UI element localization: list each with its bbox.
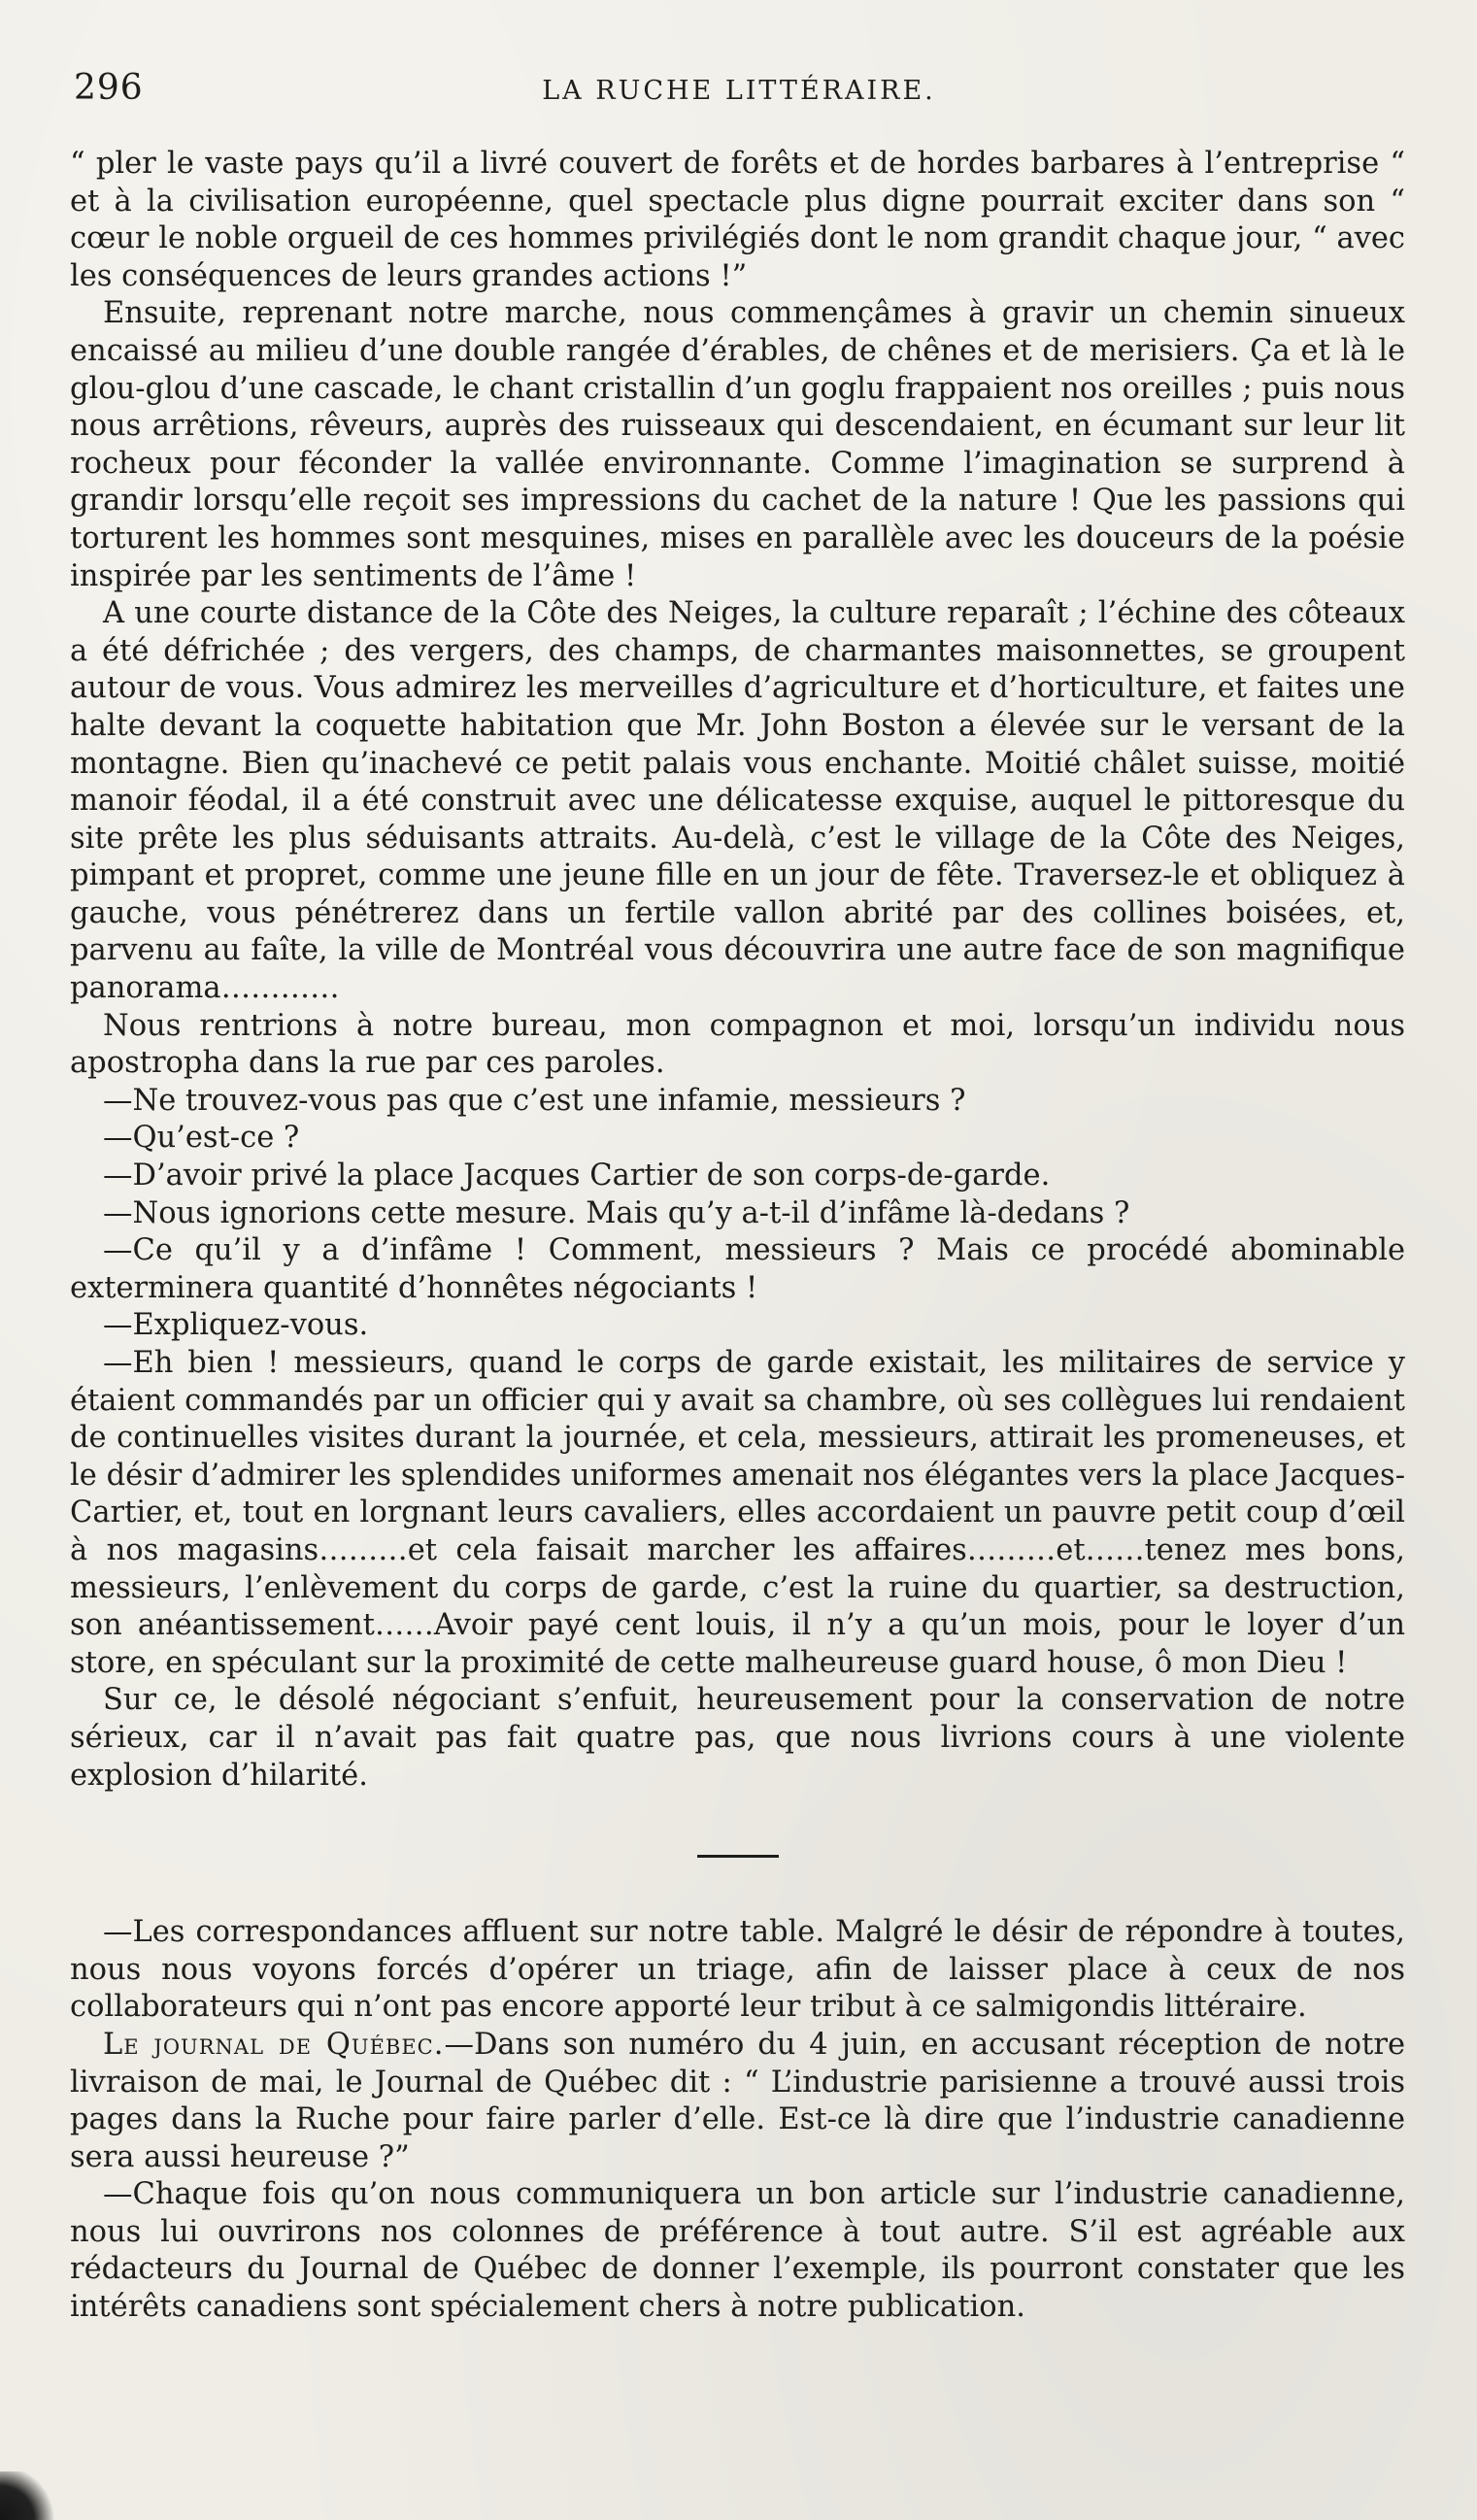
paragraph-cote-des-neiges: A une courte distance de la Côte des Neiges, la culture reparaît ; l’échine des côteaux a été défrichée ; des vergers, des champs, de charmantes maisonnettes, se groupent autour de vous. Vous admirez les merveilles d’agriculture et d’horticulture, et faites une halte devant la coquette habitation que Mr. John Boston a élevée sur le versant de la montagne. Bien qu’inachevé ce petit palais vous enchante. Moitié châlet suisse, moitié manoir féodal, il a été construit avec une délicatesse exquise, auquel le pittoresque du site prête les plus séduisants attraits. Au-delà, c’est le village de la Côte des Neiges, pimpant et propret, comme une jeune fille en un jour de fête. Traversez-le et obliquez à gauche, vous pénétrerez dans un fertile vallon abrité par des collines boisées, et, parvenu au faîte, la ville de Montréal vous découvrira une autre face de son magnifique panorama………… <box>70 596 1405 1006</box>
dialogue-line-2: —Qu’est-ce ? <box>103 1121 300 1156</box>
paragraph-industry: —Chaque fois qu’on nous communiquera un bon article sur l’industrie canadienne, nous lui ouvrirons nos colonnes de préférence à tout autre. S’il est agréable aux rédacteurs du Journal de Québec de donner l’exemple, ils pourront constater que les intérêts canadiens sont spécialement chers à notre publication. <box>70 2177 1405 2325</box>
paragraph-return-office: Nous rentrions à notre bureau, mon compagnon et moi, lorsqu’un individu nous apostropha dans la rue par ces paroles. <box>70 1008 1405 1081</box>
page-number: 296 <box>74 68 144 108</box>
dialogue-line-5: —Ce qu’il y a d’infâme ! Comment, messieurs ? Mais ce procédé abominable exterminera quantité d’honnêtes négociants ! <box>70 1233 1405 1305</box>
paragraph-hilarity: Sur ce, le désolé négociant s’enfuit, heureusement pour la conservation de notre sérieux, car il n’avait pas fait quatre pas, que nous livrions cours à une violente explosion d’hilarité. <box>70 1683 1405 1793</box>
paragraph-ascent: Ensuite, reprenant notre marche, nous commençâmes à gravir un chemin sinueux encaissé au milieu d’une double rangée d’érables, de chênes et de merisiers. Ça et là le glou-glou d’une cascade, le chant cristallin d’un goglu frappaient nos oreilles ; puis nous nous arrêtions, rêveurs, auprès des ruisseaux qui descendaient, en écumant sur leur lit rocheux pour féconder la vallée environnante. Comme l’imagination se surprend à grandir lorsqu’elle reçoit ses impressions du cachet de la nature ! Que les passions qui torturent les hommes sont mesquines, mises en parallèle avec les douceurs de la poésie inspirée par les sentiments de l’âme ! <box>70 296 1405 593</box>
journal-heading: Le journal de Québec. <box>103 2027 445 2062</box>
dialogue-line-4: —Nous ignorions cette mesure. Mais qu’y a-t-il d’infâme là-dedans ? <box>103 1195 1130 1230</box>
journal-paragraph-text: —Dans son numéro du 4 juin, en accusant réception de notre livraison de mai, le Journal de Québec dit : “ L’industrie parisienne a trouvé aussi trois pages dans la Ruche pour faire parler d’elle. Est-ce là dire que l’industrie canadienne sera aussi heureuse ?” <box>70 2027 1405 2174</box>
page-header <box>74 68 1404 117</box>
dialogue-line-1: —Ne trouvez-vous pas que c’est une infamie, messieurs ? <box>103 1083 966 1118</box>
dialogue-line-6: —Expliquez-vous. <box>103 1308 369 1343</box>
section-divider <box>697 1855 779 1858</box>
paragraph-journal-quebec <box>70 2027 1405 2176</box>
body-text <box>70 146 1405 2327</box>
paragraph-correspondences: —Les correspondances affluent sur notre table. Malgré le désir de répondre à toutes, nous nous voyons forcés d’opérer un triage, afin de laisser place à ceux de nos collaborateurs qui n’ont pas encore apporté leur tribut à ce salmigondis littéraire. <box>70 1915 1405 2025</box>
dialogue-line-7: —Eh bien ! messieurs, quand le corps de garde existait, les militaires de service y étaient commandés par un officier qui y avait sa chambre, où ses collègues lui rendaient de continuelles visites durant la journée, et cela, messieurs, attirait les promeneuses, et le désir d’admirer les splendides uniformes amenait nos élégantes vers la place Jacques-Cartier, et, tout en lorgnant leurs cavaliers, elles accordaient un pauvre petit coup d’œil à nos magasins………et cela faisait marcher les affaires………et……tenez mes bons, messieurs, l’enlèvement du corps de garde, c’est la ruine du quartier, sa destruction, son anéantissement……Avoir payé cent louis, il n’y a qu’un mois, pour le loyer d’un store, en spéculant sur la proximité de cette malheureuse guard house, ô mon Dieu ! <box>70 1346 1405 1680</box>
dialogue-line-3: —D’avoir privé la place Jacques Cartier de son corps-de-garde. <box>103 1159 1051 1193</box>
paragraph-quote-end: “ pler le vaste pays qu’il a livré couvert de forêts et de hordes barbares à l’entreprise “ et à la civilisation européenne, quel spectacle plus digne pourrait exciter dans son “ cœur le noble orgueil de ces hommes privilégiés dont le nom grandit chaque jour, “ avec les conséquences de leurs grandes actions !” <box>70 147 1405 293</box>
running-head: LA RUCHE LITTÉRAIRE. <box>542 76 936 106</box>
corner-smudge <box>0 2471 58 2520</box>
